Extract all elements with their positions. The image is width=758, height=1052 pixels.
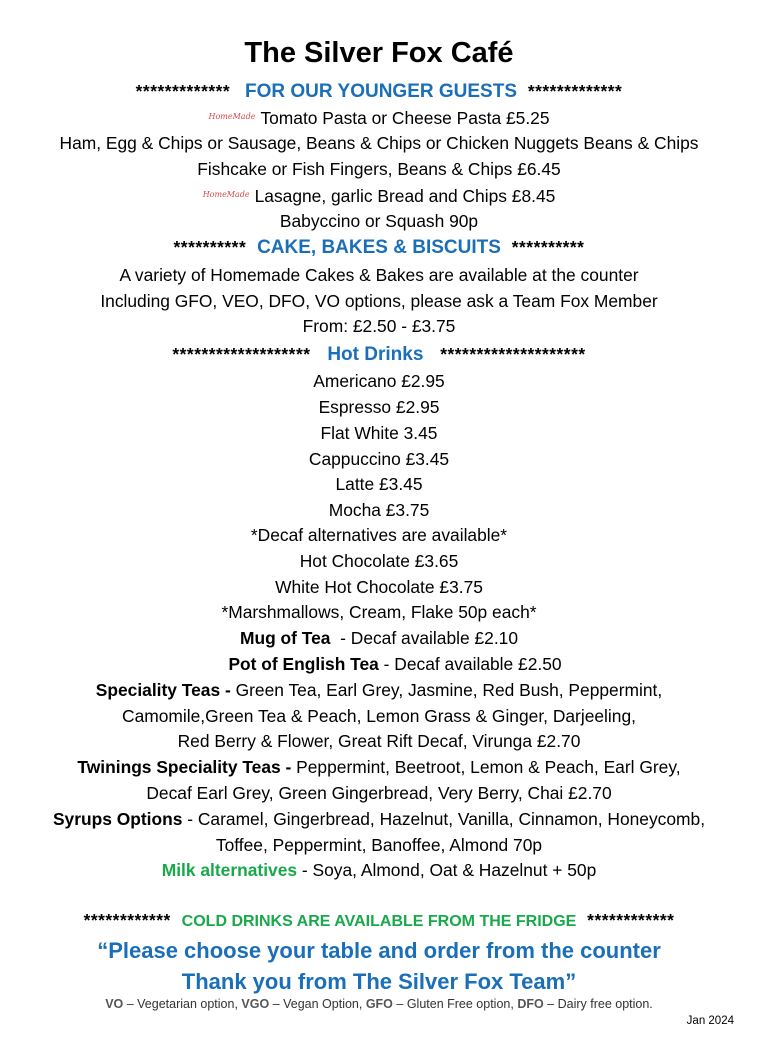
key-vo: VO bbox=[105, 997, 124, 1011]
pot-of-tea-label: Pot of English Tea bbox=[228, 654, 379, 674]
menu-item: HomeMade Tomato Pasta or Cheese Pasta £5.25 bbox=[0, 105, 758, 130]
speciality-teas-label: Speciality Teas - bbox=[95, 680, 231, 700]
toppings-note: *Marshmallows, Cream, Flake 50p each* bbox=[221, 602, 537, 622]
younger-guests-heading: FOR OUR YOUNGER GUESTS bbox=[244, 81, 517, 102]
stars-right: ********** bbox=[511, 237, 585, 257]
drink-item: Hot Chocolate £3.65 bbox=[299, 551, 459, 571]
menu-item: Babyccino or Squash 90p bbox=[279, 211, 479, 231]
key-vgo: VGO bbox=[241, 997, 270, 1011]
cold-drinks-banner bbox=[0, 908, 758, 934]
speciality-teas-line-3: Red Berry & Flower, Great Rift Decaf, Virunga £2.70 bbox=[177, 731, 581, 751]
milk-alternatives-label: Milk alternatives bbox=[161, 860, 298, 880]
milk-alternatives: Milk alternatives - Soya, Almond, Oat & Hazelnut + 50p bbox=[161, 860, 597, 880]
decaf-note: *Decaf alternatives are available* bbox=[250, 525, 508, 545]
key-gfo: GFO bbox=[365, 997, 393, 1011]
page-title: The Silver Fox Café bbox=[244, 37, 514, 69]
drink-item: White Hot Chocolate £3.75 bbox=[275, 577, 483, 597]
cakes-line: Including GFO, VEO, DFO, VO options, please ask a Team Fox Member bbox=[100, 291, 658, 311]
stars-left: ************* bbox=[135, 81, 231, 101]
drink-item: Americano £2.95 bbox=[313, 371, 445, 391]
key-dfo: DFO bbox=[517, 997, 544, 1011]
thank-you-message: Thank you from The Silver Fox Team” bbox=[181, 969, 577, 994]
stars-right: ************* bbox=[527, 81, 623, 101]
dietary-key: VO – Vegetarian option, VGO – Vegan Option, GFO – Gluten Free option, DFO – Dairy free option. bbox=[105, 997, 653, 1011]
mug-of-tea: Mug of Tea - Decaf available £2.10 bbox=[239, 628, 519, 648]
cakes-line: A variety of Homemade Cakes & Bakes are available at the counter bbox=[119, 265, 639, 285]
cakes-header bbox=[0, 235, 758, 260]
menu-item: Fishcake or Fish Fingers, Beans & Chips £6.45 bbox=[197, 159, 561, 179]
stars-right: ******************** bbox=[440, 344, 586, 364]
cakes-heading: CAKE, BAKES & BISCUITS bbox=[257, 237, 501, 258]
drink-item: Espresso £2.95 bbox=[318, 397, 440, 417]
menu-item: HomeMade Lasagne, garlic Bread and Chips £8.45 bbox=[0, 183, 758, 208]
twinings-teas-line-2: Decaf Earl Grey, Green Gingerbread, Very Berry, Chai £2.70 bbox=[146, 783, 612, 803]
stars-left: ************ bbox=[83, 910, 171, 930]
menu-item: Ham, Egg & Chips or Sausage, Beans & Chips or Chicken Nuggets Beans & Chips bbox=[59, 133, 699, 153]
stars-left: ******************* bbox=[172, 344, 311, 364]
syrups-label: Syrups Options bbox=[52, 809, 183, 829]
hot-drinks-header bbox=[0, 342, 758, 367]
homemade-badge-icon: HomeMade bbox=[208, 112, 256, 121]
homemade-badge-icon: HomeMade bbox=[202, 190, 250, 199]
cakes-price-range: From: £2.50 - £3.75 bbox=[302, 316, 456, 336]
drink-item: Mocha £3.75 bbox=[328, 500, 430, 520]
speciality-teas-line-2: Camomile,Green Tea & Peach, Lemon Grass & Ginger, Darjeeling, bbox=[122, 706, 636, 726]
stars-right: ************ bbox=[587, 910, 675, 930]
drink-item: Cappuccino £3.45 bbox=[308, 449, 450, 469]
twinings-teas-label: Twinings Speciality Teas - bbox=[77, 757, 292, 777]
order-instruction: “Please choose your table and order from the counter bbox=[97, 938, 661, 963]
mug-of-tea-label: Mug of Tea bbox=[239, 628, 331, 648]
twinings-teas-line-1: Twinings Speciality Teas - Peppermint, Beetroot, Lemon & Peach, Earl Grey, bbox=[77, 757, 681, 777]
drink-item: Latte £3.45 bbox=[335, 474, 423, 494]
syrups-line-2: Toffee, Peppermint, Banoffee, Almond 70p bbox=[215, 835, 543, 855]
menu-date: Jan 2024 bbox=[686, 1015, 734, 1027]
hot-drinks-heading: Hot Drinks bbox=[327, 344, 424, 365]
syrups-line-1: Syrups Options - Caramel, Gingerbread, Hazelnut, Vanilla, Cinnamon, Honeycomb, bbox=[52, 809, 706, 829]
pot-of-english-tea: Pot of English Tea - Decaf available £2.50 bbox=[228, 654, 562, 674]
cold-drinks-text: COLD DRINKS ARE AVAILABLE FROM THE FRIDGE bbox=[181, 913, 577, 930]
speciality-teas-line-1: Speciality Teas - Green Tea, Earl Grey, Jasmine, Red Bush, Peppermint, bbox=[95, 680, 663, 700]
drink-item: Flat White 3.45 bbox=[320, 423, 438, 443]
stars-left: ********** bbox=[173, 237, 247, 257]
younger-guests-header bbox=[0, 79, 758, 104]
